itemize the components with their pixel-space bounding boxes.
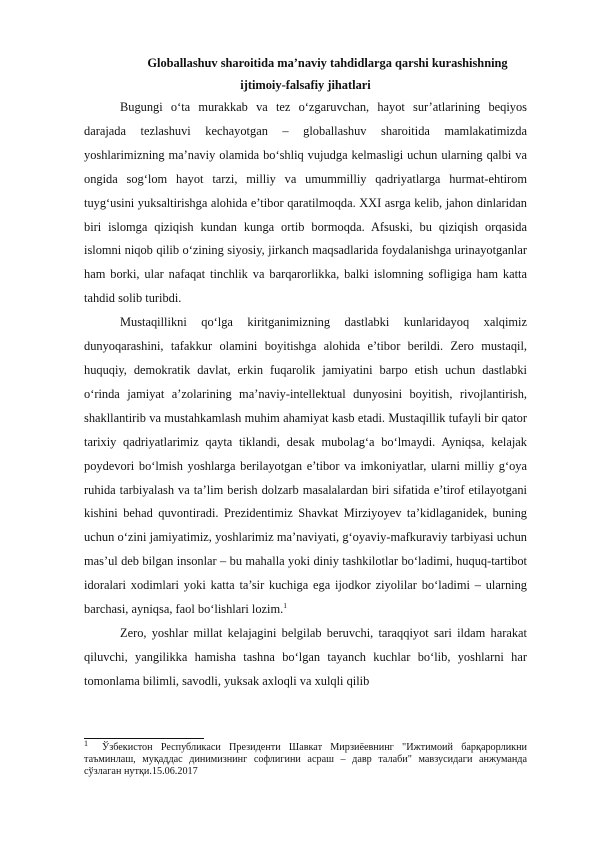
document-title [84,52,527,96]
paragraph-2-text: Mustaqillikni qo‘lga kiritganimizning dastlabki kunlaridayoq xalqimiz dunyoqarashini, tafakkur olamini boyitishga alohida e’tibor berildi. Zero mustaqil, huquqiy, demokratik davlat, erkin fuqarolik jamiyatini barpo etish uchun dastlabki o‘rinda jamiyat a’zolarining ma’naviy-intellektual dunyosini boyitish, rivojlantirish, shakllantirib va mustahkamlash muhim ahamiyat kasb etadi. Mustaqillik tufayli bir qator tarixiy qadriyatlarimiz qayta tiklandi, desak mubolag‘a bo‘lmaydi. Ayniqsa, kelajak poydevori bo‘lmish yoshlarga berilayotgan e’tibor va imkoniyatlar, ularni milliy g‘oya ruhida tarbiyalash va ta’lim berish dolzarb masalalardan biri sifatida e’tirof etilayotgani kishini behad quvontiradi. Prezidentimiz Shavkat Mirziyoyev ta’kidlaganidek, buning uchun o‘zini jamiyatimiz, yoshlarimiz ma’naviyati, g‘oyaviy-mafkuraviy tarbiyasi uchun mas’ul deb bilgan insonlar – bu mahalla yoki diniy tashkilotlar bo‘ladimi, huquq-tartibot idoralari xodimlari yoki katta ta’sir kuchiga ega ijodkor ziyolilar bo‘ladimi – ularning barchasi, ayniqsa, faol bo‘lishlari lozim. [84,315,527,617]
footnote-divider [84,738,204,739]
footnote: 1 Ўзбекистон Республикаси Президенти Шавкат Мирзиёевнинг "Ижтимоий барқарорликни таъминлаш, муқаддас динимизнинг софлигини асраш – давр талаби" мавзусидаги анжуманда сўзлаган нутқи.15.06.2017 [84,738,527,778]
title-line-2: ijtimoiy-falsafiy jihatlari [240,78,371,92]
paragraph-3-text: Zero, yoshlar millat kelajagini belgilab beruvchi, taraqqiyot sari ildam harakat qiluvchi, yangilikka hamisha tashna bo‘lgan tayanch kuchlar bo‘lib, yoshlarni har tomonlama bilimli, savodli, yuksak axloqli va xulqli qilib [84,625,527,688]
paragraph-1 [84,96,527,311]
document-body [84,52,527,694]
footnote-reference[interactable]: 1 [283,600,287,610]
paragraph-1-text: Bugungi o‘ta murakkab va tez o‘zgaruvchan, hayot sur’atlarining beqiyos darajada tezlashuvi kechayotgan – globallashuv sharoitida mamlakatimizda yoshlarimizning ma’naviy olamida bo‘shliq vujudga kelmasligi uchun ularning qalbi va ongida sog‘lom hayot tarzi, milliy va umummilliy qadriyatlarga hurmat-ehtirom tuyg‘usini yuksaltirishga alohida e’tibor qaratilmoqda. XXI asrga kelib, jahon dinlaridan biri islomga qiziqish kundan kunga ortib bormoqda. Afsuski, bu qiziqish orqasida islomni niqob qilib o‘zining siyosiy, jirkanch maqsadlarida foydalanishga urinayotganlar ham borki, ular nafaqat tinchlik va barqarorlikka, balki islomning sofligiga ham katta tahdid solib turibdi. [84,100,527,306]
title-line-1: Globallashuv sharoitida ma’naviy tahdidlarga qarshi kurashishning [147,56,508,70]
footnote-text: Ўзбекистон Республикаси Президенти Шавкат Мирзиёевнинг "Ижтимоий барқарорликни таъминлаш, муқаддас динимизнинг софлигини асраш – давр талаби" мавзусидаги анжуманда сўзлаган нутқи.15.06.2017 [84,742,527,778]
paragraph-3 [84,622,527,694]
paragraph-2 [84,311,527,622]
